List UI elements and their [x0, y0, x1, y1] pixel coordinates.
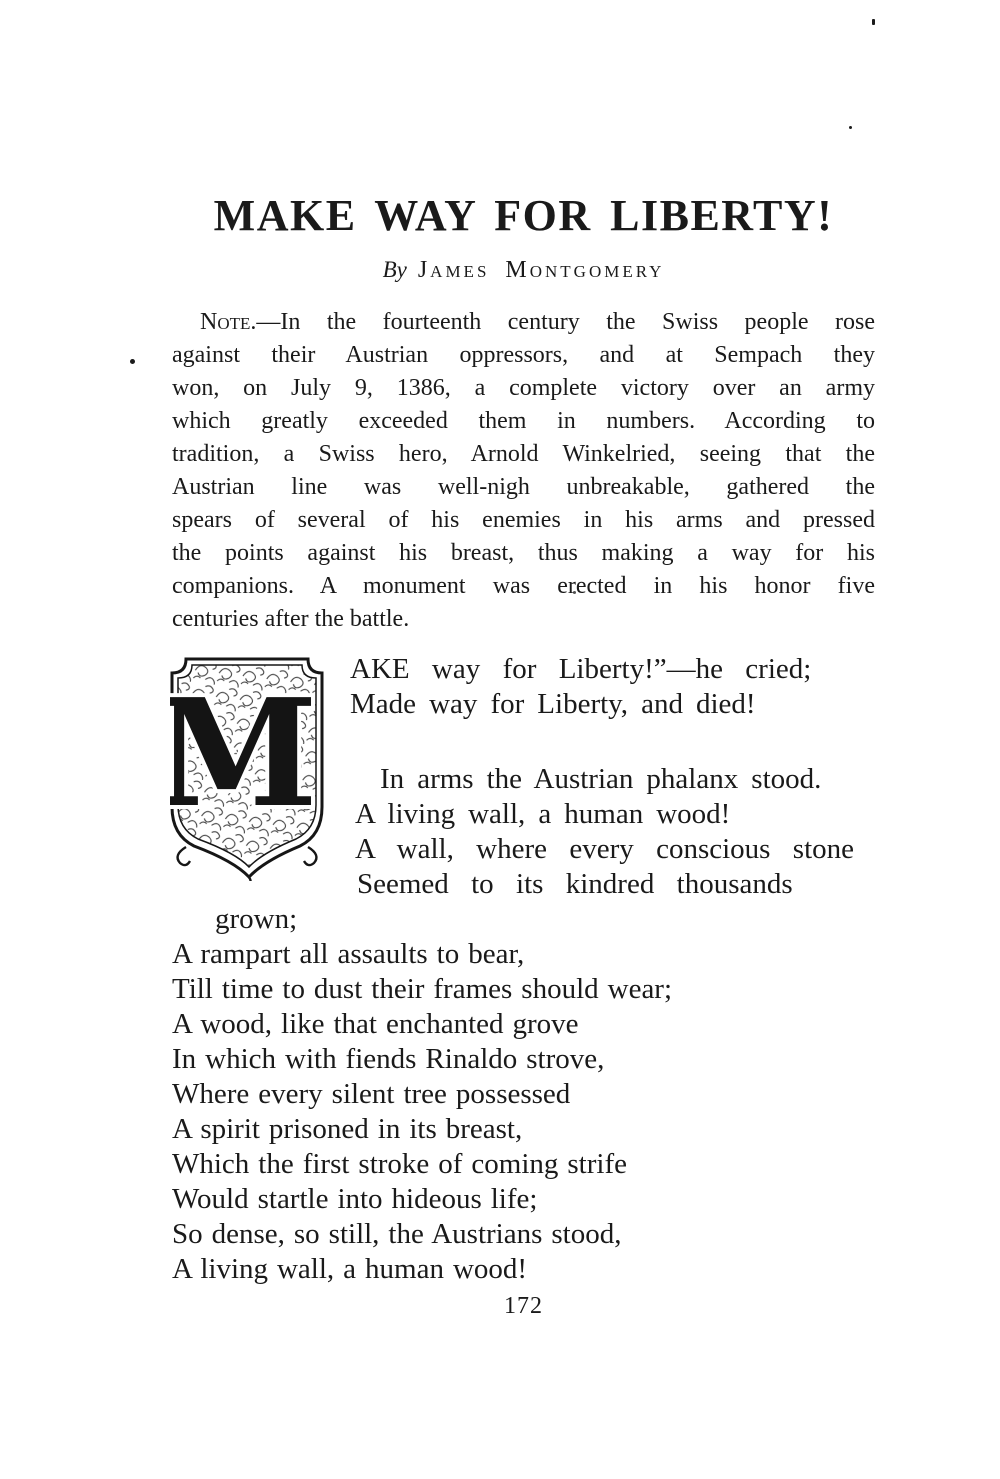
byline: [172, 255, 875, 285]
note-line: against their Austrian oppressors, and at Sempach they: [172, 342, 875, 368]
poem-line: Seemed to its kindred thousands: [357, 868, 793, 900]
ink-speck: [130, 359, 135, 364]
poem-line: A spirit prisoned in its breast,: [172, 1113, 523, 1145]
poem-line: AKE way for Liberty!”—he cried;: [350, 653, 812, 685]
note-line: tradition, a Swiss hero, Arnold Winkelried, seeing that the: [172, 441, 875, 467]
note-line: which greatly exceeded them in numbers. According to: [172, 408, 875, 434]
poem: [172, 652, 875, 1287]
poem-line: A rampart all assaults to bear,: [172, 938, 525, 970]
note-line: companions. A monument was erected in his honor five: [172, 573, 875, 599]
poem-line: A wall, where every conscious stone: [355, 833, 855, 865]
note-label: Note.: [200, 309, 257, 335]
poem-line: So dense, so still, the Austrians stood,: [172, 1218, 622, 1250]
poem-line: A wood, like that enchanted grove: [172, 1008, 579, 1040]
note-line: spears of several of his enemies in his arms and pressed: [172, 507, 875, 533]
poem-line: Where every silent tree possessed: [172, 1078, 571, 1110]
poem-line: In which with fiends Rinaldo strove,: [172, 1043, 605, 1075]
text-block: [172, 0, 875, 1319]
poem-line: Made way for Liberty, and died!: [350, 688, 756, 720]
note-line: [172, 306, 875, 339]
page-number: 172: [504, 1293, 543, 1319]
note-line: centuries after the battle.: [172, 606, 410, 632]
poem-line: Which the first stroke of coming strife: [172, 1148, 627, 1180]
poem-line: Would startle into hideous life;: [172, 1183, 538, 1215]
note-line: the points against his breast, thus making a way for his: [172, 540, 875, 566]
poem-line: A living wall, a human wood!: [355, 798, 731, 830]
poem-line: In arms the Austrian phalanx stood.: [380, 763, 822, 795]
poem-line: Till time to dust their frames should wear;: [172, 973, 673, 1005]
poem-line: A living wall, a human wood!: [172, 1253, 528, 1285]
note-text: —In the fourteenth century the Swiss people rose: [256, 309, 875, 335]
note-line: Austrian line was well-nigh unbreakable, gathered the: [172, 474, 875, 500]
page-title: MAKE WAY FOR LIBERTY!: [213, 191, 834, 240]
drop-cap-ornament: [170, 655, 324, 881]
note-line: won, on July 9, 1386, a complete victory over an army: [172, 375, 875, 401]
author-name: James Montgomery: [417, 257, 665, 283]
note-paragraph: [172, 306, 875, 636]
byline-prefix: By: [382, 257, 407, 282]
poem-line: grown;: [215, 903, 298, 935]
drop-cap-letter: M: [170, 666, 318, 840]
